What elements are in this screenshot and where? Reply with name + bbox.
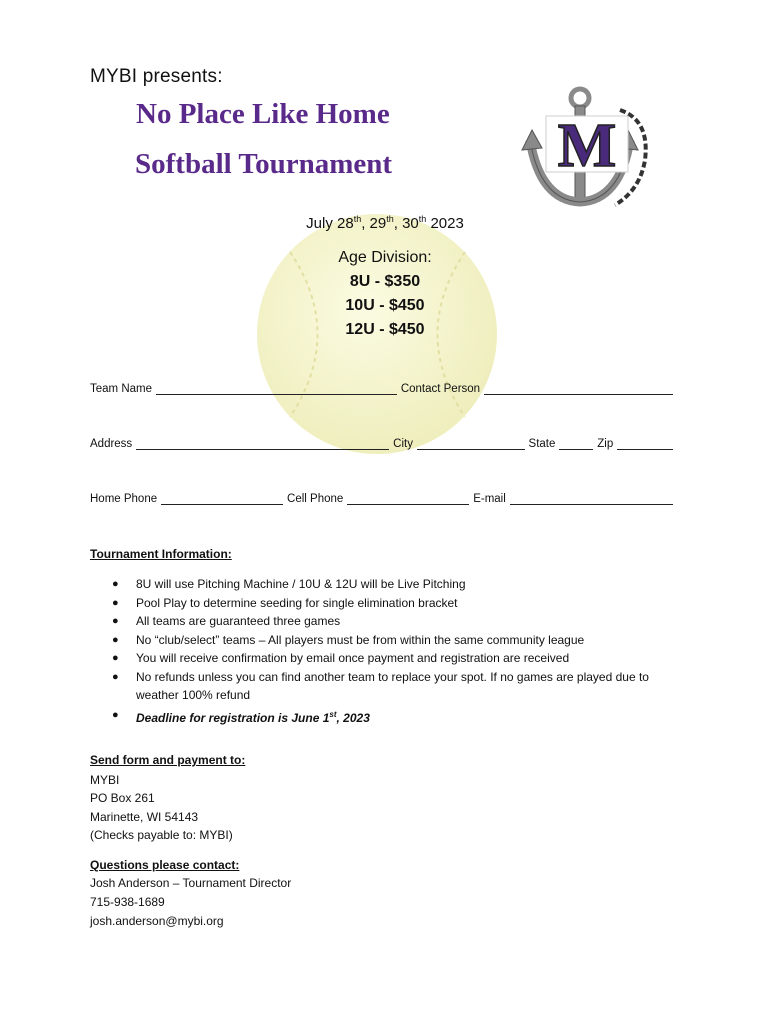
form-row-phones (90, 492, 677, 505)
team-name-label: Team Name (90, 383, 152, 395)
address-field[interactable] (136, 437, 389, 450)
address-label: Address (90, 438, 133, 450)
state-label: State (528, 438, 556, 450)
list-item: ● No “club/select” teams – All players must be from within the same community league (112, 631, 682, 650)
mail-checks-note: (Checks payable to: MYBI) (90, 828, 233, 842)
form-row-team (90, 382, 677, 395)
zip-label: Zip (597, 438, 614, 450)
home-phone-field[interactable] (161, 492, 283, 505)
list-item: ● No refunds unless you can find another team to replace your spot. If no games are played due to weather 100% refund (112, 669, 649, 702)
tournament-dates: July 28th, 29th, 30th 2023 (306, 214, 464, 232)
contact-person-label: Contact Person (400, 383, 481, 395)
mail-po-box: PO Box 261 (90, 791, 155, 805)
anchor-logo (520, 80, 660, 215)
age-division-label: Age Division: (338, 249, 432, 266)
price-8u: 8U - $350 (349, 273, 421, 290)
cell-phone-field[interactable] (347, 492, 469, 505)
state-field[interactable] (559, 437, 593, 450)
form-row-address (90, 437, 677, 450)
contact-email[interactable]: josh.anderson@mybi.org (90, 914, 224, 928)
presenter-line: MYBI presents: (90, 66, 223, 87)
contact-person-field[interactable] (484, 382, 673, 395)
list-item: ● You will receive confirmation by email once payment and registration are received (112, 649, 682, 668)
email-label: E-mail (473, 493, 506, 505)
bullet-icon: ● (112, 578, 119, 590)
list-item: ● All teams are guaranteed three games (112, 612, 682, 631)
team-name-field[interactable] (156, 382, 397, 395)
tournament-info-list (112, 575, 682, 727)
bullet-icon: ● (112, 652, 119, 664)
bullet-icon: ● (112, 670, 119, 683)
home-phone-label: Home Phone (90, 493, 158, 505)
page-title-line2: Softball Tournament (135, 148, 393, 180)
mail-city: Marinette, WI 54143 (90, 810, 199, 824)
city-field[interactable] (417, 437, 525, 450)
bullet-icon: ● (112, 615, 119, 627)
bullet-icon: ● (112, 633, 119, 646)
send-form-heading: Send form and payment to: (90, 753, 246, 767)
list-item: ● Pool Play to determine seeding for single elimination bracket (112, 594, 682, 613)
list-item: ● 8U will use Pitching Machine / 10U & 12U will be Live Pitching (112, 575, 682, 594)
city-label: City (393, 438, 413, 450)
tournament-info-heading: Tournament Information: (90, 547, 232, 561)
deadline-item: ● Deadline for registration is June 1st, 2023 (112, 706, 682, 728)
price-12u: 12U - $450 (345, 321, 425, 338)
questions-heading: Questions please contact: (90, 858, 240, 872)
zip-field[interactable] (617, 437, 673, 450)
bullet-icon: ● (112, 708, 119, 721)
page-title-line1: No Place Like Home (136, 98, 390, 130)
price-10u: 10U - $450 (345, 297, 425, 314)
mail-name: MYBI (90, 773, 120, 787)
email-field[interactable] (510, 492, 673, 505)
bullet-icon: ● (112, 596, 119, 609)
cell-phone-label: Cell Phone (287, 493, 344, 505)
contact-phone: 715-938-1689 (90, 895, 165, 909)
logo-letter: M (557, 112, 617, 180)
contact-name: Josh Anderson – Tournament Director (90, 876, 292, 890)
